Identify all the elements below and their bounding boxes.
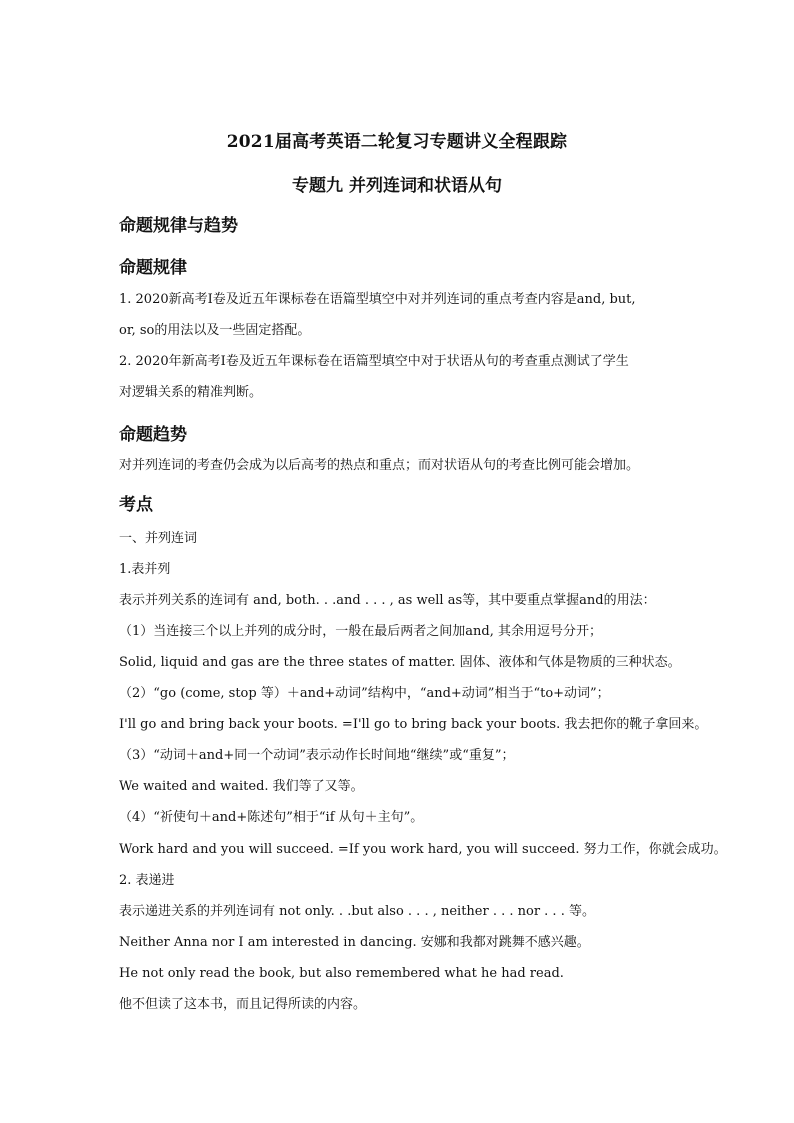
rule-1-line1: 1. 2020新高考I卷及近五年课标卷在语篇型填空中对并列连词的重点考查内容是and, but, [119,292,636,307]
rule-2-line2: 对逻辑关系的精准判断。 [119,385,263,400]
document-subtitle: 专题九 并列连词和状语从句 [292,176,502,196]
example-f: He not only read the book, but also remembered what he had read. [119,966,564,981]
sub-heading-parallel: 1.表并列 [119,562,171,577]
example-d: Work hard and you will succeed. =If you work hard, you will succeed. 努力工作，你就会成功。 [119,842,727,857]
example-e: Neither Anna nor I am interested in dancing. 安娜和我都对跳舞不感兴趣。 [119,935,590,950]
rule-c: （3）“动词＋and+同一个动词”表示动作长时间地“继续”或“重复”； [119,748,515,763]
heading-points: 考点 [119,495,153,515]
sub-heading-progressive: 2. 表递进 [119,873,175,888]
document-title: 2021届高考英语二轮复习专题讲义全程跟踪 [226,132,568,152]
example-c: We waited and waited. 我们等了又等。 [119,779,364,794]
example-f-translation: 他不但读了这本书，而且记得所读的内容。 [119,997,367,1012]
rule-1-line2: or, so的用法以及一些固定搭配。 [119,323,311,338]
sub-2-description: 表示递进关系的并列连词有 not only. . .but also . . . , neither . . . nor . . . 等。 [119,904,595,919]
rule-b: （2）“go (come, stop 等）＋and+动词”结构中，“and+动词”相当于“to+动词”； [119,686,610,701]
heading-trend: 命题趋势 [119,425,187,445]
rule-a: （1）当连接三个以上并列的成分时，一般在最后两者之间加and, 其余用逗号分开； [119,624,602,639]
section-coordinating-conjunctions: 一、并列连词 [119,531,198,546]
heading-trends: 命题规律与趋势 [119,216,238,236]
trend-text: 对并列连词的考查仍会成为以后高考的热点和重点；而对状语从句的考查比例可能会增加。 [119,458,640,473]
example-b: I'll go and bring back your boots. =I'll go to bring back your boots. 我去把你的靴子拿回来。 [119,717,708,732]
heading-rules: 命题规律 [119,258,187,278]
example-a: Solid, liquid and gas are the three states of matter. 固体、液体和气体是物质的三种状态。 [119,655,681,670]
rule-2-line1: 2. 2020年新高考I卷及近五年课标卷在语篇型填空中对于状语从句的考查重点测试了学生 [119,354,629,369]
rule-d: （4）“祈使句＋and+陈述句”相于“if 从句＋主句”。 [119,810,424,825]
sub-1-description: 表示并列关系的连词有 and, both. . .and . . . , as well as等，其中要重点掌握and的用法： [119,593,656,608]
